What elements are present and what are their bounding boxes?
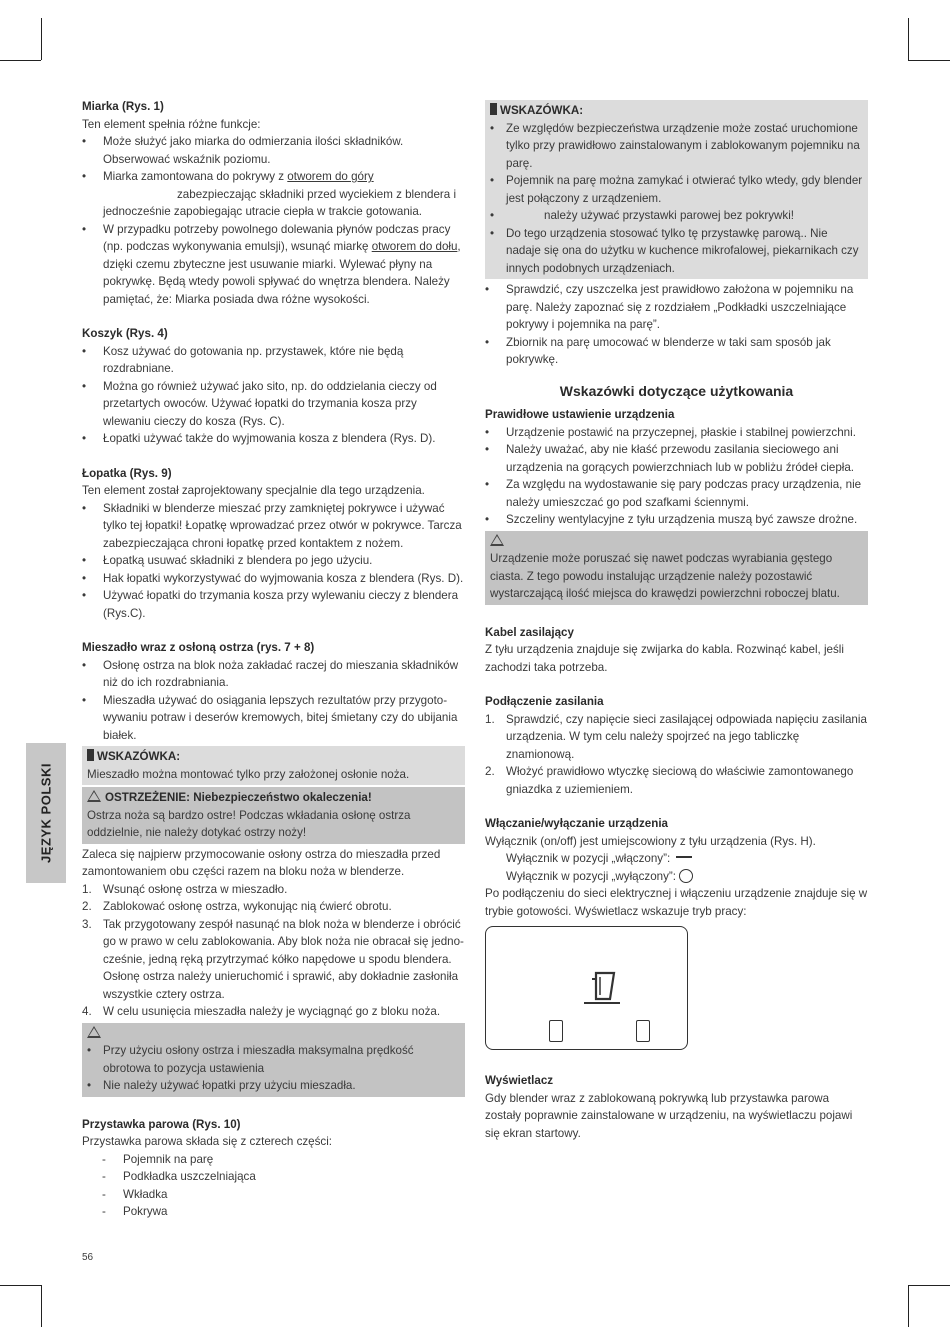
list-item: 2. Zablokować osłonę ostrza, wykonując nią ćwierć obrotu. <box>82 900 392 913</box>
switch-on-line: Wyłącznik w pozycji „włączony”: <box>485 850 868 868</box>
switch-off-line: Wyłącznik w pozycji „wyłączony”: <box>485 868 868 886</box>
mieszadlo-list <box>82 657 465 745</box>
hint-text: Mieszadło można montować tylko przy założonej osłonie noża. <box>87 767 410 781</box>
power-title: Podłączenie zasilania <box>485 695 604 708</box>
list-item: 1. Sprawdzić, czy napięcie sieci zasilającej odpowiada napięciu zasilania urządzenia. W tym celu należy spojrzeć na jego tabliczkę znamionową. <box>485 712 867 761</box>
display-text: Gdy blender wraz z zablokowaną pokrywką lub przystawka parowa zostały poprawnie zainstalowane w urządzeniu, na wyświetlaczu pojawi się ekran startowy. <box>485 1091 853 1140</box>
przystawka-parts <box>82 1151 465 1221</box>
usage-section-title: Wskazówki dotyczące użytkowania <box>559 382 794 399</box>
right-column <box>485 98 868 1142</box>
cable-title: Kabel zasilający <box>485 625 574 639</box>
list-item: • Osłonę ostrza na blok noża zakładać raczej do mieszania składników niż do ich rozdrabniania. <box>82 658 459 689</box>
list-item: - Pokrywa <box>102 1205 168 1218</box>
language-tab <box>26 743 66 883</box>
list-item: 1. Wsunąć osłonę ostrza w mieszadło. <box>82 882 288 896</box>
list-item: • Do tego urządzenia stosować tylko tę przystawkę parową.. Nie nadaje się ona do użytku w kuchence mikrofalowej, piekarnikach czy innych podobnych urządzeniach. <box>490 226 859 275</box>
list-item: • Szczeliny wentylacyjne z tyłu urządzenia muszą być zawsze drożne. <box>485 513 858 526</box>
mount-intro: Zaleca się najpierw przymocowanie osłony ostrza do mieszadła przed zamontowaniem obu części razem na bloku noża w blenderze. <box>82 847 441 878</box>
warning-text: Ostrza noża są bardzo ostre! Podczas wkładania osłonę ostrza oddzielnie, nie należy dotykać ostrzy noży! <box>87 808 411 839</box>
list-item: • W przypadku potrzeby powolnego dolewania płynów podczas pracy (np. podczas wykonywania emulsji), wsunąć miarkę otworem do dołu, dzięki czemu zbyteczne jest usuwanie miarki. Wylewać płyny na pokrywkę. Będą wtedy powoli spływać do wnętrza blendera. Należy pamiętać, że: Miarka posiada dwa różne wysokości. <box>82 222 461 306</box>
list-item: 4. W celu usunięcia mieszadła należy je wyciągnąć go z bloku noża. <box>82 1005 441 1018</box>
crop-mark <box>0 1285 41 1286</box>
display-digit-right <box>636 1020 650 1042</box>
list-item: • Zbiornik na parę umocować w blenderze w taki sam sposób jak pokrywkę. <box>485 335 831 366</box>
left-column <box>82 98 465 1221</box>
display-illustration <box>485 926 688 1050</box>
list-item: • Może służyć jako miarka do odmierzania ilości składników. Obserwować wskaźnik poziomu. <box>82 135 404 166</box>
list-item: • Mieszadła używać do osiągania lepszych rezultatów przy przygotowywaniu potraw i deserów kremowych, bitej śmietany czy do ubijania białek. <box>82 693 458 742</box>
caution-box <box>82 1023 465 1097</box>
list-item: • Hak łopatki wykorzystywać do wyjmowania kosza z blendera (Rys. D). <box>82 571 464 585</box>
blender-jug-icon <box>486 927 687 1049</box>
list-item: 3. Tak przygotowany zespół nasunąć na blok noża w blenderze i obrócić go w prawo w celu zablokowania. Aby blok noża nie obracał się jednocześnie, jedną ręką przytrzymać kółko napędowe u spodu blendera. Osłonę ostrza należy unieruchomić i sprawić, aby dokładnie zasłoniła wszystkie cztery ostrza. <box>82 917 464 1001</box>
koszyk-title: Koszyk (Rys. 4) <box>82 327 168 340</box>
crop-mark <box>908 1285 909 1327</box>
warning-icon <box>87 1026 101 1038</box>
miarka-list <box>82 133 465 308</box>
cable-text: Z tyłu urządzenia znajduje się zwijarka do kabla. Rozwinąć kabel, jeśli zachodzi taka potrzeba. <box>485 643 844 674</box>
crop-mark <box>41 1285 42 1327</box>
list-item: • Łopatki używać także do wyjmowania kosza z blendera (Rys. D). <box>82 432 436 445</box>
crop-mark <box>908 18 909 60</box>
warning-icon <box>87 790 101 802</box>
list-item: • Ze względów bezpieczeństwa urządzenie może zostać uruchomione tylko przy prawidłowo zainstalowanym i zablokowanym pojemniku na parę. <box>490 121 860 170</box>
list-item: - Wkładka <box>102 1187 168 1201</box>
list-item: • Łopatką usuwać składniki z blendera po jego użyciu. <box>82 554 373 567</box>
on-symbol-icon <box>676 856 692 858</box>
info-icon <box>490 103 497 115</box>
power-steps <box>485 711 868 799</box>
crop-mark <box>908 60 950 61</box>
hint-box: WSKAZÓWKA: Mieszadło można montować tylko przy założonej osłonie noża. <box>82 746 465 785</box>
list-item: • Przy użyciu osłony ostrza i mieszadła maksymalna prędkość obrotowa to pozycja ustawienia <box>87 1044 414 1075</box>
koszyk-list <box>82 343 465 448</box>
off-symbol-icon <box>679 869 693 883</box>
list-item: • Składniki w blenderze mieszać przy zamkniętej pokrywce i używać tylko tej łopatki! Łopatkę wprowadzać przez otwór w pokrywce. Tarcza zabezpieczająca chroni łopatkę przed kontaktem z nożem. <box>82 501 462 550</box>
display-title: Wyświetlacz <box>485 1074 554 1087</box>
lopatka-intro: Ten element został zaprojektowany specjalnie dla tego urządzenia. <box>82 484 425 497</box>
warning-icon <box>490 534 504 546</box>
info-icon <box>87 749 94 761</box>
list-item: • Używać łopatki do trzymania kosza przy wylewaniu cieczy z blendera (Rys.C). <box>82 589 459 620</box>
list-item: • Nie należy używać łopatki przy użyciu mieszadła. <box>87 1079 356 1092</box>
caution-box <box>485 531 868 605</box>
placement-title: Prawidłowe ustawienie urządzenia <box>485 408 675 421</box>
placement-list <box>485 424 868 529</box>
list-item: • Można go również używać jako sito, np. do oddzielania cieczy od przetartych owoców. Używać łopatki do trzymania kosza przy wlewaniu cieczy do kosza (Rys. C). <box>82 379 437 428</box>
steam-list <box>485 281 868 369</box>
list-item: - Pojemnik na parę <box>102 1152 214 1166</box>
page-number: 56 <box>82 1252 94 1263</box>
lopatka-title: Łopatka (Rys. 9) <box>82 466 172 480</box>
warning-box: OSTRZEŻENIE: Niebezpieczeństwo okaleczenia! Ostrza noża są bardzo ostre! Podczas wkładania osłonę ostrza oddzielnie, nie należy dotykać ostrzy noży! <box>82 787 465 844</box>
onoff-text: Wyłącznik (on/off) jest umiejscowiony z tyłu urządzenia (Rys. H). <box>485 834 816 848</box>
crop-mark <box>908 1285 950 1286</box>
hint-box: WSKAZÓWKA: • Ze względów bezpieczeństwa urządzenie może zostać uruchomione tylko przy prawidłowo zainstalowanym i zablokowanym pojemniku na parę. • Pojemnik na parę można zamykać i otwierać tylko wtedy, gdy blender jest połączony z urządzeniem. • należy używać przystawki parowej bez pokrywki! • Do tego urządzenia stosować tylko tę przystawkę parową.. Nie nadaje się ona do użytku w kuchence mikrofalowej, piekarnikach czy innych podobnych urządzeniach. <box>485 100 868 279</box>
list-item: 2. Włożyć prawidłowo wtyczkę sieciową do właściwie zamontowanego gniazdka z uziemieniem. <box>485 765 854 796</box>
list-item: • należy używać przystawki parowej bez pokrywki! <box>490 209 795 222</box>
mount-steps <box>82 881 465 1021</box>
crop-mark <box>0 60 41 61</box>
list-item: • Należy uważać, aby nie kłaść przewodu zasilania sieciowego ani urządzenia na gorących powierzchniach lub w pobliżu źródeł ciepła. <box>485 443 855 474</box>
lopatka-list <box>82 500 465 623</box>
onoff-title: Włączanie/wyłączanie urządzenia <box>485 817 668 830</box>
list-item: • Pojemnik na parę można zamykać i otwierać tylko wtedy, gdy blender jest połączony z urządzeniem. <box>490 174 863 205</box>
list-item: • Urządzenie postawić na przyczepnej, płaskie i stabilnej powierzchni. <box>485 425 856 439</box>
caution-text: Urządzenie może poruszać się nawet podczas wyrabiania gęstego ciasta. Z tego powodu instalując urządzenie należy pozostawić wystarczającą ilość miejsca do krawędzi powierzchni roboczej blatu. <box>490 552 840 600</box>
list-item: • Za względu na wydostawanie się pary podczas pracy urządzenia, nie należy umieszczać go pod szafkami ściennymi. <box>485 478 862 509</box>
list-item: • Kosz używać do gotowania np. przystawek, które nie będą rozdrabniane. <box>82 344 404 375</box>
onoff-after: Po podłączeniu do sieci elektrycznej i włączeniu urządzenie znajduje się w trybie gotowości. Wyświetlacz wskazuje tryb pracy: <box>485 887 868 918</box>
przystawka-title: Przystawka parowa (Rys. 10) <box>82 1117 241 1131</box>
miarka-title: Miarka (Rys. 1) <box>82 100 164 113</box>
list-item: • Miarka zamontowana do pokrywy z otworem do góry zabezpieczając składniki przed wyciekiem z blendera i jednocześnie zapobiegając utracie ciepła w trakcie gotowania. <box>82 170 457 218</box>
display-digit-left <box>549 1020 563 1042</box>
list-item: • Sprawdzić, czy uszczelka jest prawidłowo założona w pojemniku na parę. Należy zapoznać się z rozdziałem „Podkładki uszczelniające pokrywy i pojemnika na parę”. <box>485 283 854 331</box>
mieszadlo-title: Mieszadło wraz z osłoną ostrza (rys. 7 + 8) <box>82 641 315 654</box>
language-tab-label: JĘZYK POLSKI <box>38 763 54 863</box>
list-item: - Podkładka uszczelniająca <box>102 1170 256 1183</box>
crop-mark <box>41 18 42 60</box>
miarka-intro: Ten element spełnia różne funkcje: <box>82 117 261 131</box>
przystawka-intro: Przystawka parowa składa się z czterech części: <box>82 1135 333 1148</box>
